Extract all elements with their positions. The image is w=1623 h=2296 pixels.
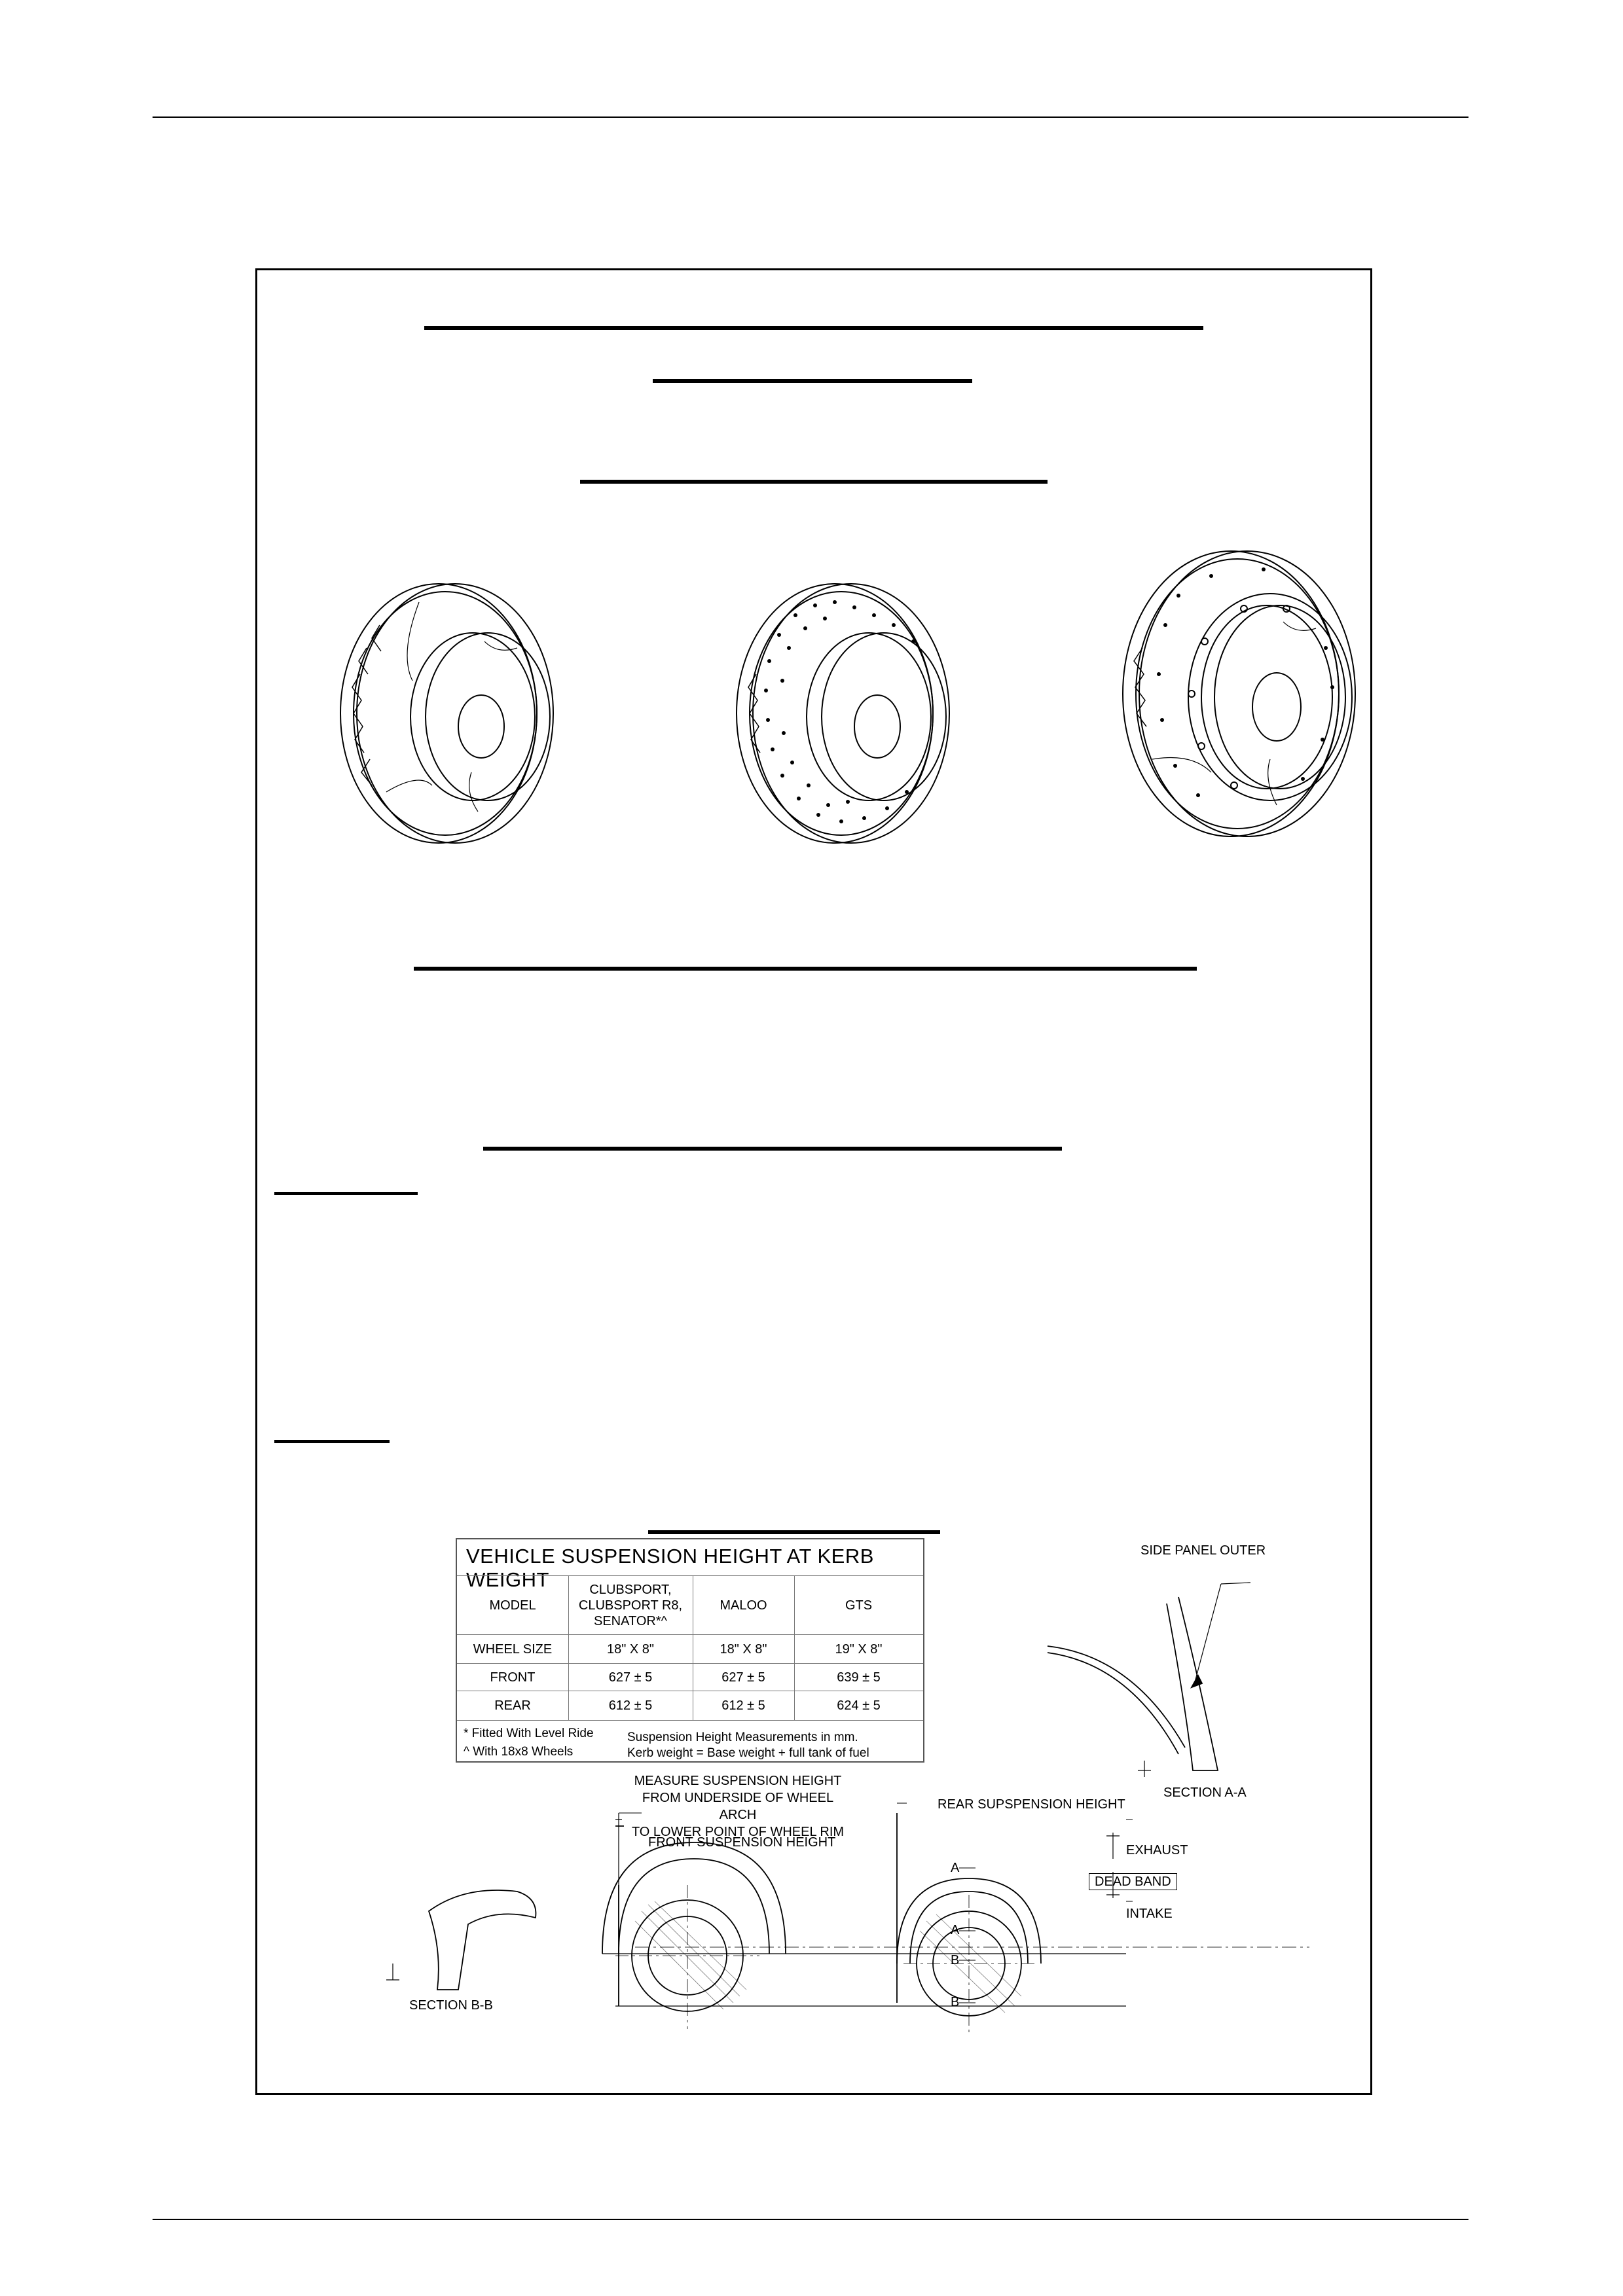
label-side-panel-outer: SIDE PANEL OUTER <box>1140 1543 1266 1558</box>
marker-b-lower: B <box>951 1995 960 2009</box>
marker-b-upper: B <box>951 1953 960 1967</box>
header-model: MODEL <box>489 1598 536 1613</box>
note-kerb: Kerb weight = Base weight + full tank of fuel <box>627 1746 869 1760</box>
two-piece-rotor-drawing <box>1106 543 1355 844</box>
marker-a-upper: A <box>951 1861 960 1875</box>
note-level-ride: * Fitted With Level Ride <box>464 1727 594 1740</box>
marker-a-lower: A <box>951 1923 960 1937</box>
note-wheels: ^ With 18x8 Wheels <box>464 1745 574 1759</box>
label-front-height: FRONT SUSPENSION HEIGHT <box>648 1835 836 1850</box>
cell-value: 624 ± 5 <box>837 1698 881 1713</box>
cell-value: 18" X 8" <box>720 1642 767 1657</box>
slotted-rotor-drawing <box>321 576 556 844</box>
label-intake: INTAKE <box>1126 1907 1173 1921</box>
label-dead-band: DEAD BAND <box>1089 1873 1177 1890</box>
subheading-underline-1 <box>274 1192 418 1195</box>
drilled-rotor-drawing <box>717 576 953 844</box>
heading-underline-2 <box>653 379 972 383</box>
row-label: FRONT <box>490 1670 536 1685</box>
header-clubsport: CLUBSPORT, CLUBSPORT R8, SENATOR*^ <box>578 1583 683 1628</box>
row-label: WHEEL SIZE <box>473 1642 553 1657</box>
cell-value: 639 ± 5 <box>837 1670 881 1685</box>
header-rule <box>153 117 1468 118</box>
cell-value: 19" X 8" <box>835 1642 883 1657</box>
note-units: Suspension Height Measurements in mm. <box>627 1731 858 1744</box>
heading-underline-4 <box>414 967 1197 971</box>
cell-value: 627 ± 5 <box>721 1670 765 1685</box>
table-heading-underline <box>648 1530 940 1534</box>
label-measure-note: MEASURE SUSPENSION HEIGHT FROM UNDERSIDE OF WHEEL ARCH TO LOWER POINT OF WHEEL RIM <box>631 1774 845 1839</box>
label-section-b-b: SECTION B-B <box>409 1998 493 2013</box>
label-exhaust: EXHAUST <box>1126 1843 1188 1857</box>
footer-rule <box>153 2219 1468 2220</box>
cell-value: 612 ± 5 <box>721 1698 765 1713</box>
cell-value: 627 ± 5 <box>608 1670 653 1685</box>
heading-underline-1 <box>424 326 1203 330</box>
label-rear-height: REAR SUPSPENSION HEIGHT <box>938 1797 1125 1812</box>
table-title: VEHICLE SUSPENSION HEIGHT AT KERB WEIGHT <box>466 1545 874 1591</box>
heading-underline-3 <box>580 480 1048 484</box>
label-section-a-a: SECTION A-A <box>1163 1785 1247 1800</box>
heading-underline-5 <box>483 1147 1062 1151</box>
cell-value: 612 ± 5 <box>608 1698 653 1713</box>
row-label: REAR <box>494 1698 531 1713</box>
header-maloo: MALOO <box>720 1598 767 1613</box>
subheading-underline-2 <box>274 1440 390 1443</box>
header-gts: GTS <box>845 1598 873 1613</box>
cell-value: 18" X 8" <box>606 1642 655 1657</box>
